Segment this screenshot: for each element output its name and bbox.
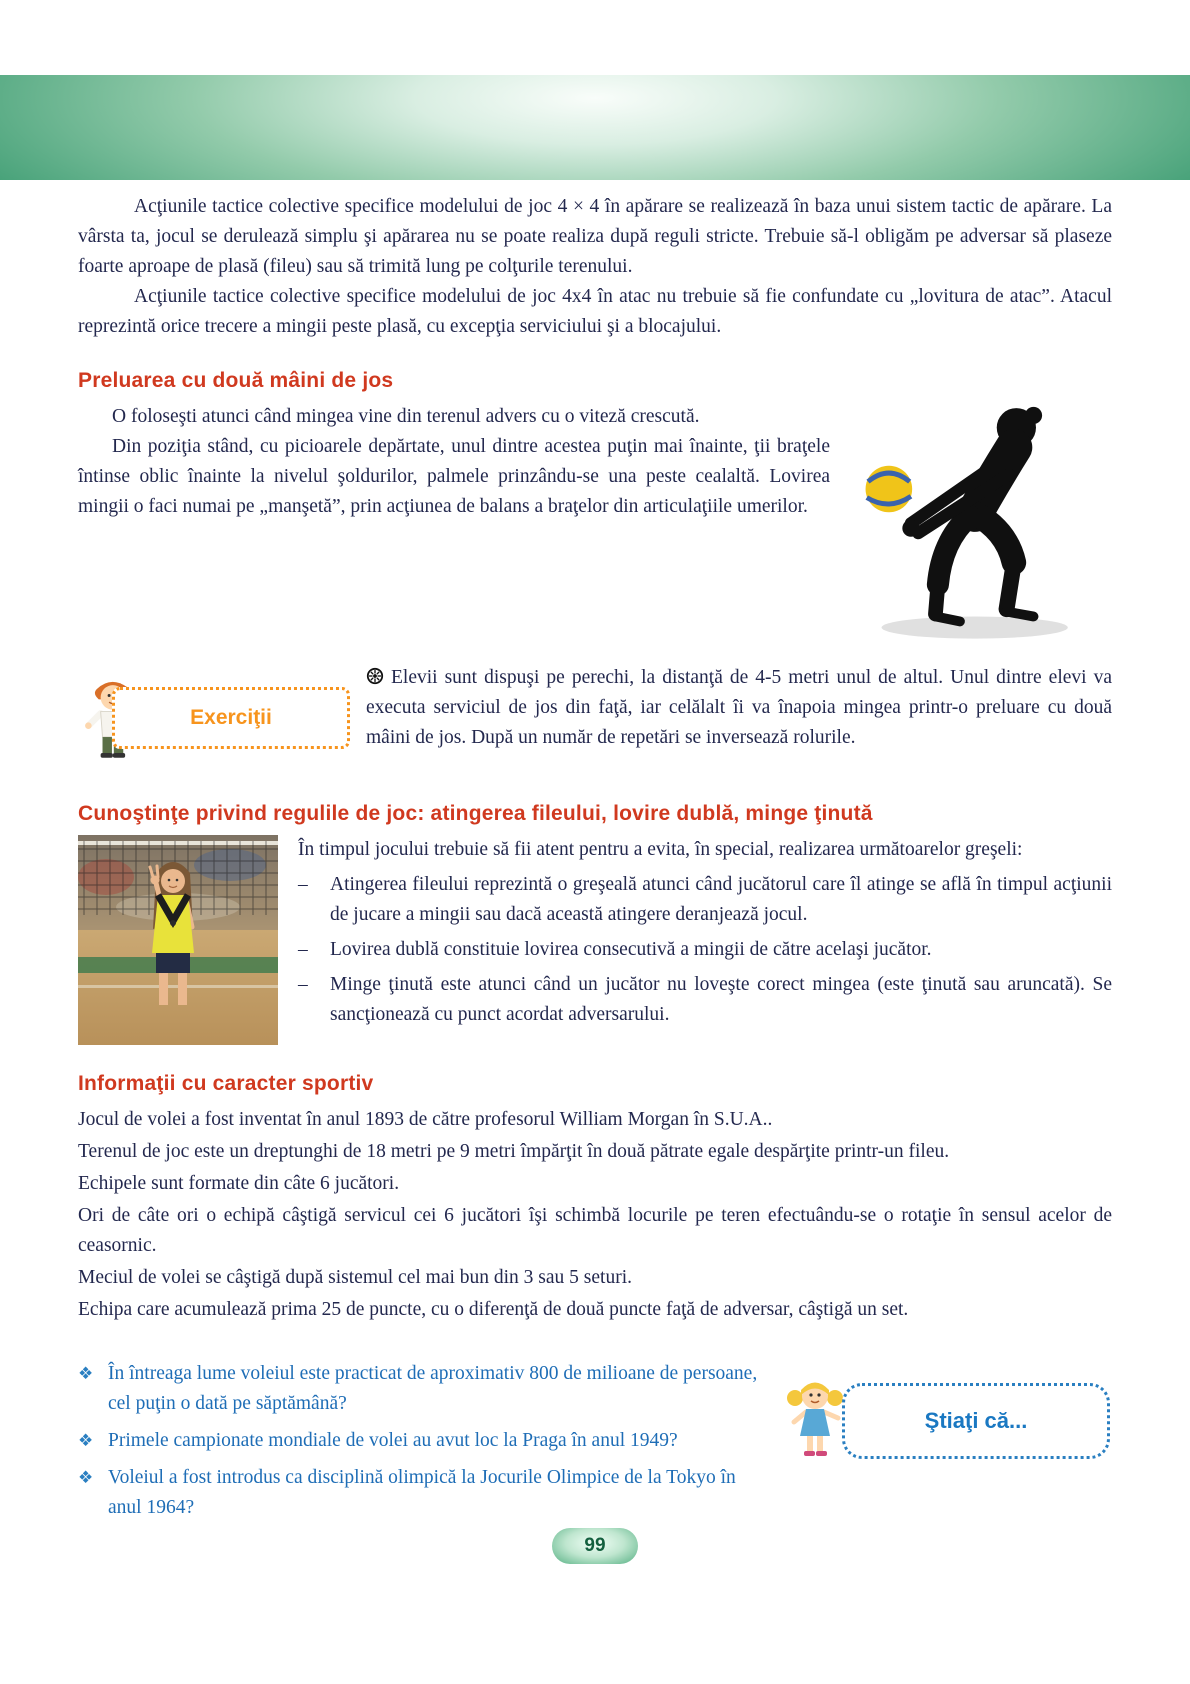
did-you-know-text: Primele campionate mondiale de volei au avut loc la Praga în anul 1949? [108,1430,678,1452]
exercises-text [350,663,1112,753]
section-preluarea-text [78,402,830,522]
page-number-badge [552,1528,638,1564]
section-preluarea [78,402,1112,643]
rule-item-text: Minge ţinută este atunci când un jucător nu loveşte corect mingea (este ţinută sau aruncată). Se sancţionează cu punct acordat adversarului. [330,974,1112,1026]
gym-photo-graphic [78,835,278,1045]
exercises-section [78,667,1112,775]
rule-item-text: Lovirea dublă constituie lovirea consecutivă a mingii de către acelaşi jucător. [330,939,932,961]
preluarea-paragraph-2: Din poziţia stând, cu picioarele depărtate, unul dintre acestea puţin mai înainte, ţii braţele întinse oblic înainte la nivelul şoldurilor, palmele prinzându-se una peste cealaltă. Lovirea mingii o faci numai pe „manşetă”, prin acţiunea de balans a braţelor din articulaţiile umerilor. [78,436,830,517]
section-title-reguli: Cunoştinţe privind regulile de joc: atingerea fileului, lovire dublă, minge ţinută [78,802,873,826]
did-you-know-box-area [784,1359,1112,1509]
did-you-know-item [78,1463,766,1523]
info-line: Ori de câte ori o echipă câştigă servicul cei 6 jucători îşi schimbă locurile pe teren efectuându-se o rotaţie în sensul acelor de ceasornic. [78,1205,1112,1257]
reguli-intro: În timpul jocului trebuie să fii atent pentru a evita, în special, realizarea următoarelor greşeli: [298,839,1023,861]
info-line: Echipele sunt formate din câte 6 jucători. [78,1173,400,1195]
did-you-know-box [842,1383,1110,1459]
section-informatii [78,1105,1112,1325]
intro-paragraph-2: Acţiunile tactice colective specifice modelului de joc 4x4 în atac nu trebuie să fie confundate cu „lovitura de atac”. Atacul reprezintă orice trecere a mingii peste plasă, cu excepţia serviciului şi a blocajului. [78,286,1112,337]
did-you-know-section [78,1359,1112,1530]
player-silhouette-graphic [830,386,1112,643]
dash-bullet: – [298,939,308,961]
dash-bullet: – [298,974,308,996]
page-content [78,192,1112,1530]
rule-item-text: Atingerea fileului reprezintă o greşeală atunci când jucătorul care îl atinge se află în timpul acţiunii de jucare a mingii sau dacă această atingere deranjează jocul. [330,874,1112,926]
exercises-box-area [78,667,350,775]
section-reguli [78,835,1112,1045]
info-line: Jocul de volei a fost inventat în anul 1893 de către profesorul William Morgan în S.U.A.. [78,1109,773,1131]
page-number: 99 [584,1535,606,1556]
intro-paragraph-1: Acţiunile tactice colective specifice modelului de joc 4 × 4 în apărare se realizează în baza unui sistem tactic de apărare. La vârsta ta, jocul se derulează simplu şi apărarea nu se poate realiza după reguli stricte. Trebuie să-l obligăm pe adversar să plaseze foarte aproape de plasă (fileu) sau să trimită lung pe colţurile terenului. [78,196,1112,277]
did-you-know-text: În întreaga lume voleiul este practicat de aproximativ 800 de milioane de persoane, cel puţin o dată pe săptămână? [108,1363,758,1415]
info-line: Terenul de joc este un dreptunghi de 18 metri pe 9 metri împărţit în două pătrate egale despărţite printr-un fileu. [78,1141,950,1163]
did-you-know-item [78,1359,766,1419]
rule-item [298,970,1112,1030]
sun-wheel-bullet-icon [366,665,384,683]
section-title-informatii: Informaţii cu caracter sportiv [78,1072,374,1096]
preluarea-paragraph-1: O foloseşti atunci când mingea vine din terenul advers cu o viteză crescută. [112,406,700,427]
info-line: Meciul de volei se câştigă după sistemul cel mai bun din 3 sau 5 seturi. [78,1267,632,1289]
dash-bullet: – [298,874,308,896]
exercises-label: Exerciţii [190,706,272,730]
header-band [0,75,1190,180]
did-you-know-text: Voleiul a fost introdus ca disciplină olimpică la Jocurile Olimpice de la Tokyo în anul 1964? [108,1467,736,1519]
did-you-know-item [78,1426,766,1456]
diamond-bullet-icon: ❖ [78,1468,94,1488]
rule-item [298,870,1112,930]
volleyball-girl-photo [78,835,278,1045]
info-line: Echipa care acumulează prima 25 de puncte, cu o diferenţă de două puncte faţă de adversar, câştigă un set. [78,1299,909,1321]
diamond-bullet-icon: ❖ [78,1364,94,1384]
cartoon-girl-icon [780,1369,850,1473]
rule-item [298,935,1112,965]
volleyball-player-silhouette-image [830,386,1112,643]
did-you-know-label: Ştiaţi că... [924,1408,1028,1434]
section-reguli-text [298,835,1112,1030]
diamond-bullet-icon: ❖ [78,1431,94,1451]
section-title-preluarea: Preluarea cu două mâini de jos [78,369,394,392]
exercises-box [112,687,350,749]
exercises-text-body: Elevii sunt dispuşi pe perechi, la distanţă de 4-5 metri unul de altul. Unul dintre elevi va executa serviciul de jos din faţă, iar celălalt îi va înapoia mingea printr-o preluare cu două mâini de jos. După un număr de repetări se inversează rolurile. [366,667,1112,749]
did-you-know-list [78,1359,766,1530]
